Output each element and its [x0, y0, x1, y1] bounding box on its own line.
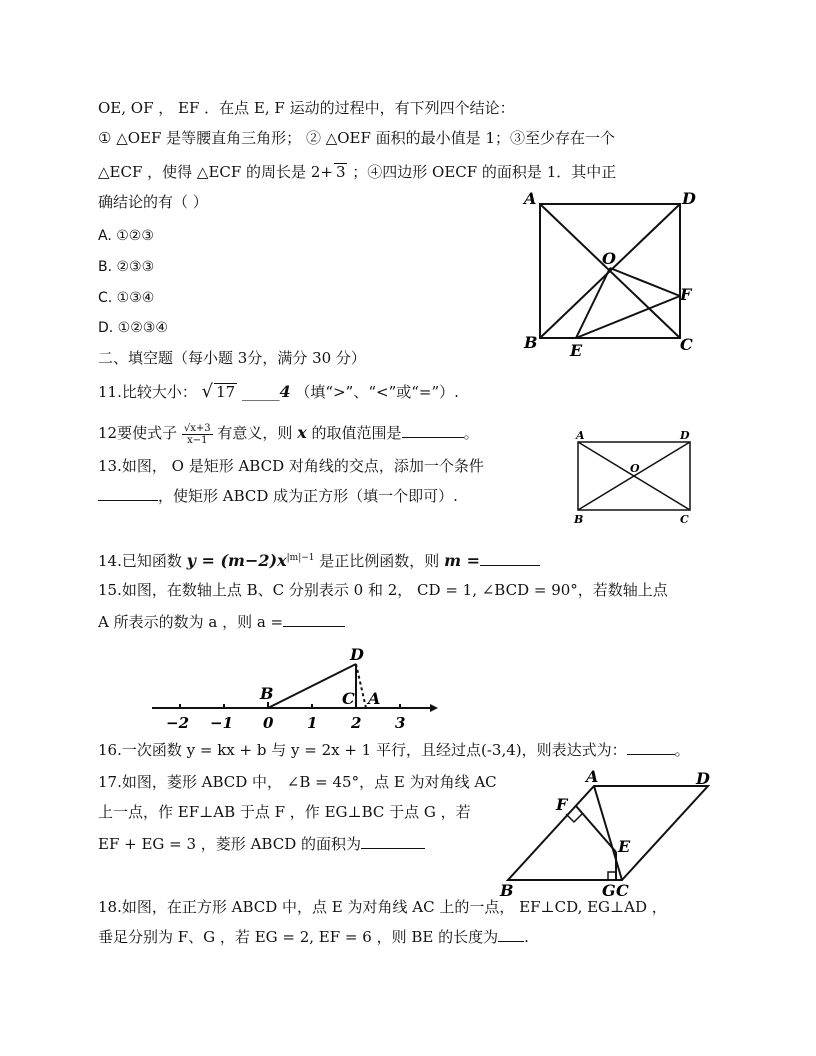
q18-answer-blank[interactable]: [498, 927, 524, 942]
q15-tick-3: 3: [395, 714, 406, 732]
sqrt-3: 3: [335, 163, 346, 181]
q10-line-1: OE, OF ， EF ．在点 E, F 运动的过程中，有下列四个结论：: [98, 99, 515, 117]
q11-value: 4: [279, 382, 291, 401]
q14-formula: y = (m−2)x: [186, 551, 287, 570]
q10-label-a: A: [524, 189, 537, 208]
q11: 11.比较大小： √ 17 _____4 （填“>”、“<”或“=”）.: [98, 381, 459, 402]
q17-label-b: B: [500, 881, 514, 900]
q13-label-b: B: [574, 513, 584, 526]
q10-label-o: O: [602, 249, 616, 268]
q17-label-f: F: [556, 795, 568, 814]
q15-number-line-figure: [148, 644, 448, 734]
q15-line-2: [98, 612, 345, 632]
q16-end: 。: [674, 741, 690, 759]
q18-line-1: 18.如图，在正方形 ABCD 中，点 E 为对角线 AC 上的一点， EF⊥CD, EG⊥AD ，: [98, 898, 667, 916]
q12-suffix: 的取值范围是: [311, 424, 402, 442]
q12-numerator: √x+3: [183, 422, 211, 434]
q17-line-1: 17.如图，菱形 ABCD 中， ∠B = 45°，点 E 为对角线 AC: [98, 773, 497, 791]
q13-label-c: C: [680, 513, 689, 526]
q10-line-3-c: ；④四边形 OECF 的面积是 1．其中正: [347, 163, 617, 181]
q10-square-figure: [518, 188, 718, 358]
q10-label-b: B: [524, 333, 538, 352]
q14-answer-blank[interactable]: [480, 551, 540, 566]
q12-answer-blank[interactable]: [402, 423, 464, 438]
q18-end: .: [524, 928, 529, 946]
q15-tick-2: 2: [351, 714, 362, 732]
q10-option-a[interactable]: A. ①②③: [98, 228, 154, 244]
q13-line-1: 13.如图， O 是矩形 ABCD 对角线的交点，添加一个条件: [98, 457, 484, 475]
q10-line-3: [98, 162, 616, 182]
q10-option-d[interactable]: D. ①②③④: [98, 320, 168, 336]
q17-line-3: [98, 834, 425, 854]
q10-option-b[interactable]: B. ②③③: [98, 259, 155, 275]
q17-label-a: A: [586, 767, 599, 786]
q13-rectangle-figure: [570, 428, 710, 528]
q15-answer-blank[interactable]: [283, 612, 345, 627]
q11-radicand: 17: [216, 383, 236, 401]
q15-line-1: 15.如图，在数轴上点 B、C 分别表示 0 和 2， CD = 1, ∠BCD = 90°，若数轴上点: [98, 581, 668, 599]
q11-suffix: （填“>”、“<”或“=”）.: [295, 383, 459, 401]
q12-middle: 有意义，则: [217, 424, 293, 442]
q10-line-4: 确结论的有（ ）: [98, 193, 208, 211]
q18-line-2-text: 垂足分别为 F、G ，若 EG = 2, EF = 6 ，则 BE 的长度为: [98, 928, 499, 946]
q14-var: m =: [444, 551, 480, 570]
q17-answer-blank[interactable]: [361, 834, 425, 849]
q13-line-2: [98, 486, 458, 506]
q17-label-d: D: [696, 769, 710, 788]
q12-prefix: 12要使式子: [98, 424, 178, 442]
q15-label-a: A: [368, 689, 381, 708]
q10-label-d: D: [682, 189, 696, 208]
q17-label-e: E: [618, 837, 631, 856]
q17-rhombus-figure: [498, 768, 728, 898]
q15-tick-1: 1: [307, 714, 318, 732]
q10-line-3-a: △ECF ，使得 △ECF 的周长是 2+: [98, 163, 333, 181]
q10-label-e: E: [570, 341, 583, 360]
q17-line-3-text: EF + EG = 3 ，菱形 ABCD 的面积为: [98, 835, 361, 853]
q12-var: x: [297, 423, 307, 442]
q13-label-d: D: [680, 429, 690, 442]
q14-exponent: |m|−1: [286, 553, 315, 563]
q14: [98, 548, 540, 571]
q13-label-o: O: [630, 462, 640, 475]
q16-answer-blank[interactable]: [627, 740, 675, 755]
q15-tick-neg1: −1: [210, 714, 234, 732]
q17-line-2: 上一点，作 EF⊥AB 于点 F ，作 EG⊥BC 于点 G ，若: [98, 803, 471, 821]
q13-answer-blank[interactable]: [98, 486, 158, 501]
q14-prefix: 14.已知函数: [98, 552, 182, 570]
q15-label-c: C: [342, 689, 355, 708]
q15-tick-0: 0: [263, 714, 274, 732]
q18-line-2: [98, 927, 529, 947]
q17-label-c: C: [616, 881, 629, 900]
q10-label-f: F: [680, 285, 692, 304]
q16-text: 16.一次函数 y = kx + b 与 y = 2x + 1 平行，且经过点(-3,4)，则表达式为：: [98, 741, 627, 759]
q14-middle: 是正比例函数，则: [319, 552, 440, 570]
q10-label-c: C: [680, 335, 693, 354]
q12-fraction: [182, 423, 213, 446]
q11-blank[interactable]: _____: [242, 383, 280, 401]
q15-label-b: B: [260, 684, 274, 703]
q13-line-2-text: ，使矩形 ABCD 成为正方形（填一个即可）.: [158, 487, 458, 505]
q10-line-2: ① △OEF 是等腰直角三角形； ② △OEF 面积的最小值是 1；③至少存在一个: [98, 129, 615, 147]
q12-denominator: x−1: [187, 434, 208, 446]
q16: [98, 740, 690, 760]
q15-label-d: D: [350, 645, 364, 664]
q17-label-g: G: [602, 881, 616, 900]
q12: [98, 420, 479, 446]
q12-end: 。: [463, 424, 479, 442]
q10-option-c[interactable]: C. ①③④: [98, 290, 155, 306]
q15-line-2-text: A 所表示的数为 a ，则 a =: [98, 613, 284, 631]
q13-label-a: A: [576, 429, 585, 442]
section-2-title: 二、填空题（每小题 3分，满分 30 分）: [98, 349, 366, 367]
q15-tick-neg2: −2: [166, 714, 190, 732]
q11-prefix: 11.比较大小：: [98, 383, 197, 401]
